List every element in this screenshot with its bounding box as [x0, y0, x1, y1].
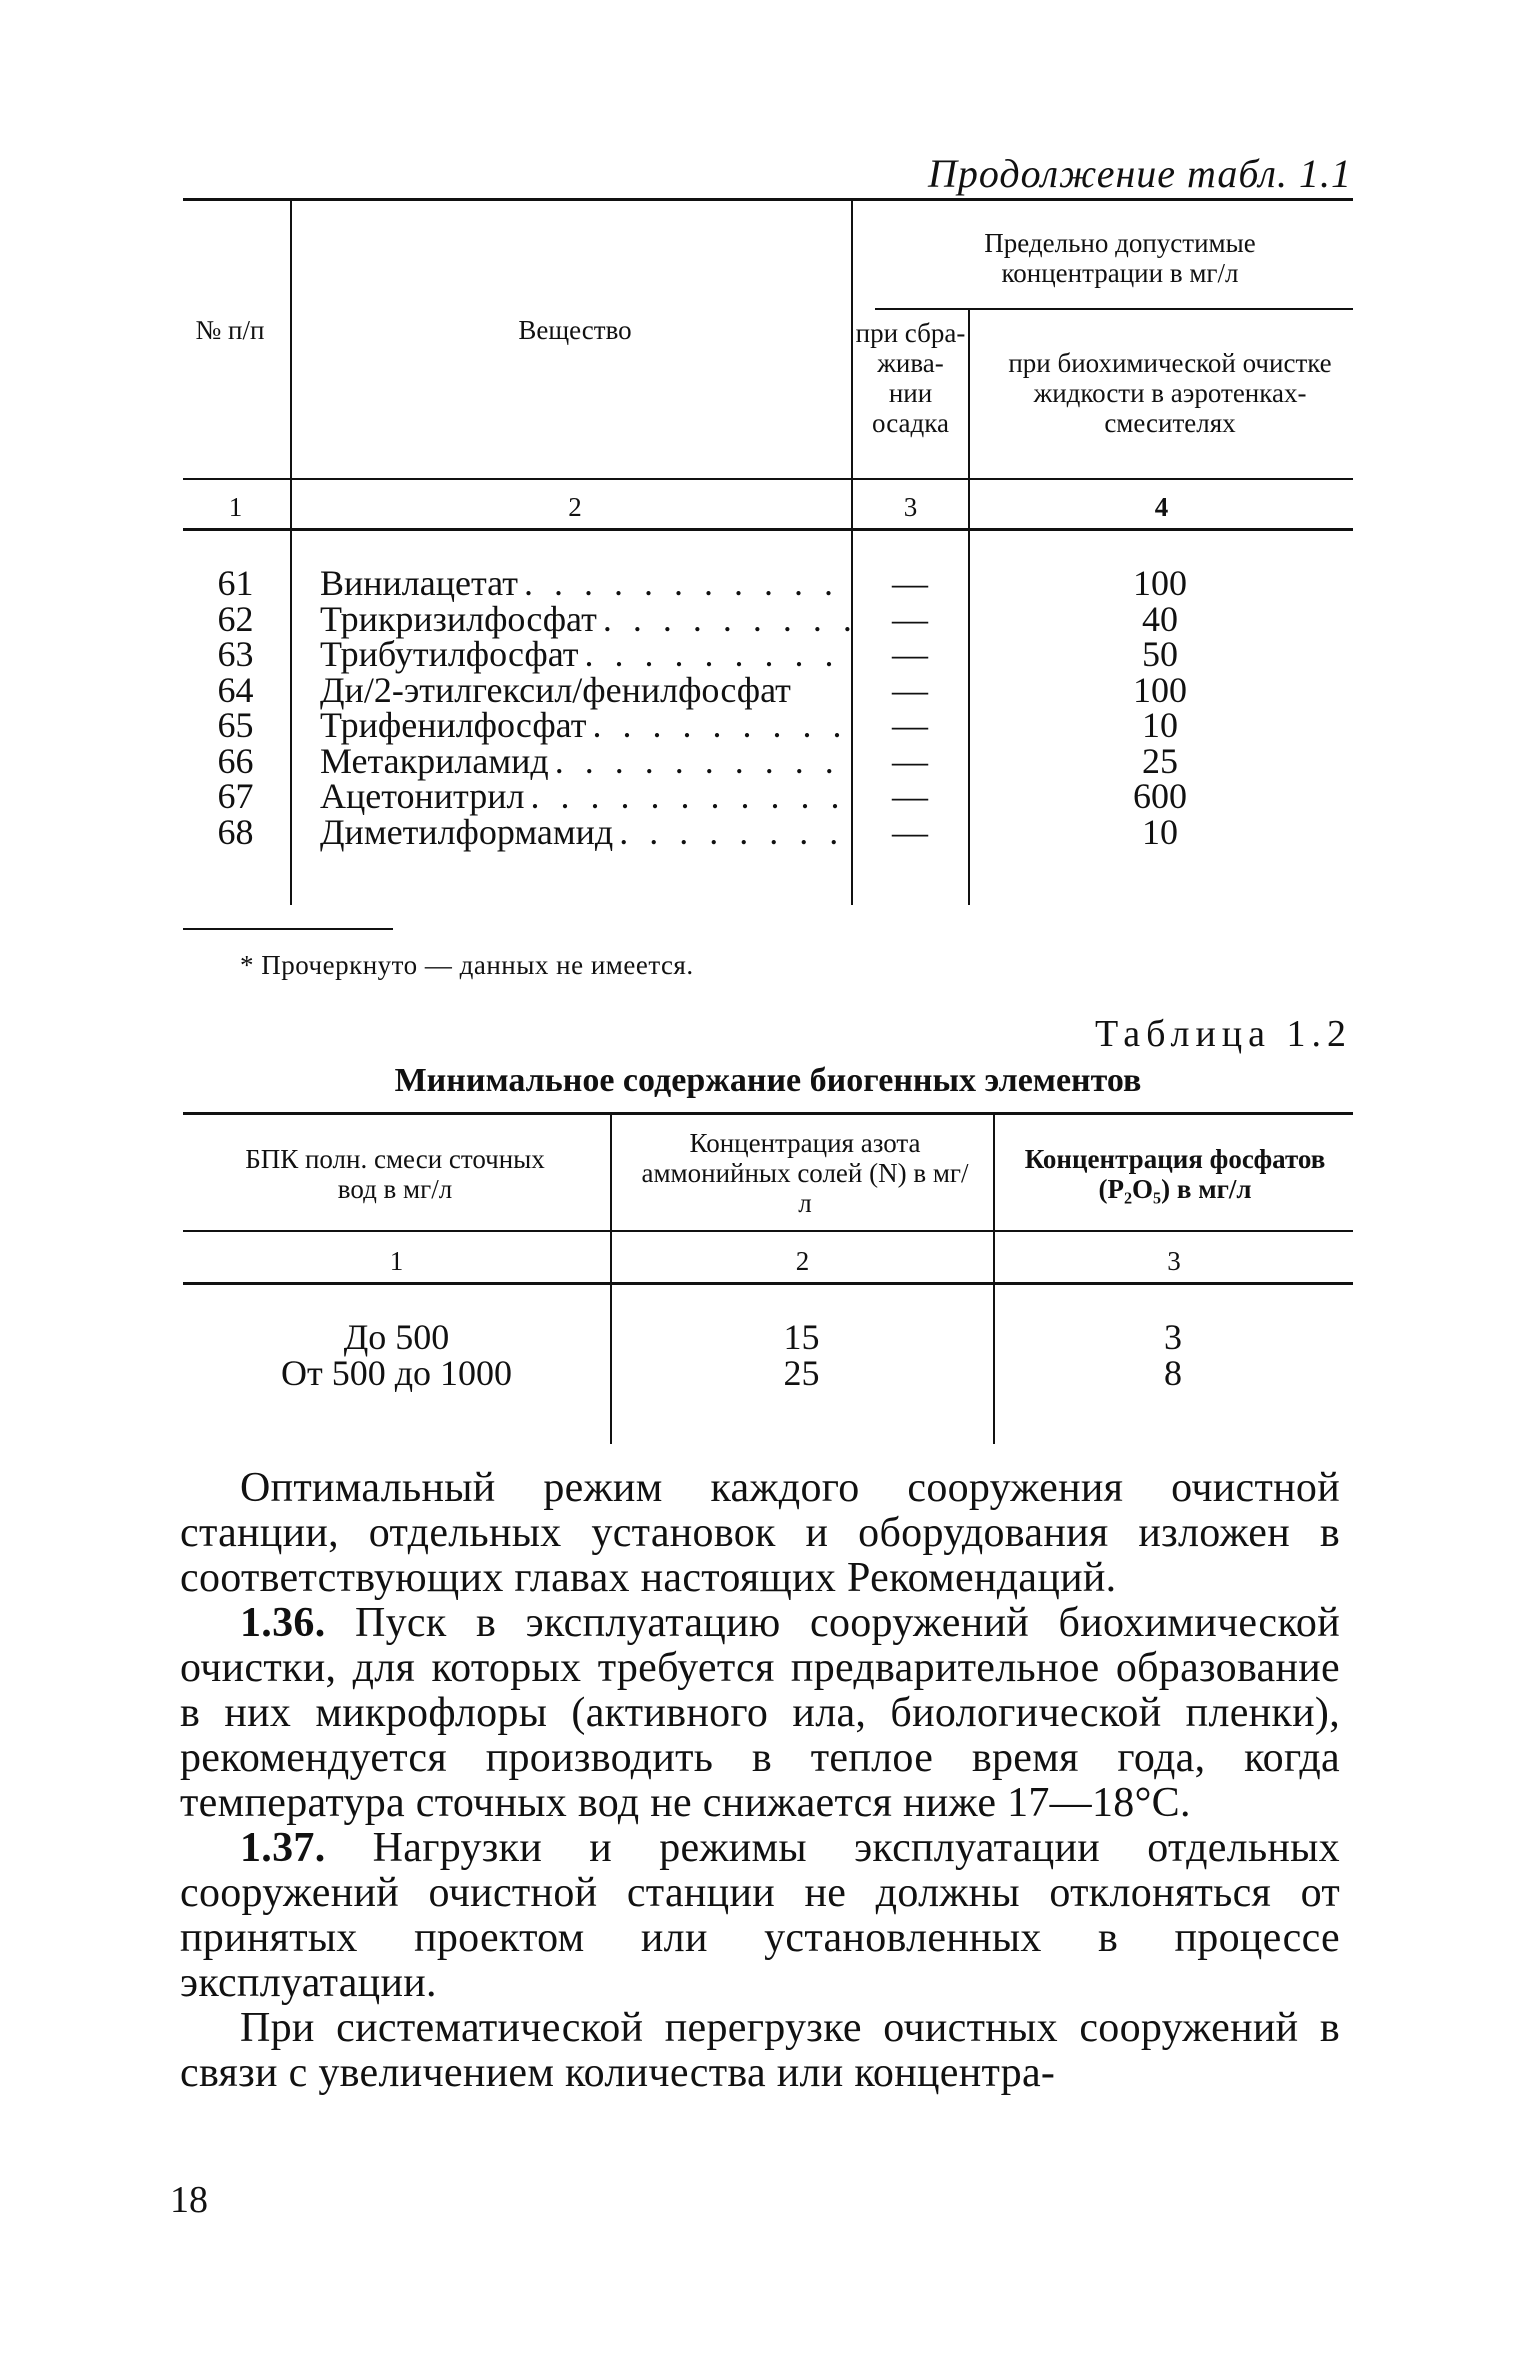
row-substance: Метакриламид . . . [320, 744, 850, 780]
row-num: 64 [217, 669, 254, 710]
col-bio-header: при биохимической очистке жидкости в аэротенках-смесителях [1008, 348, 1332, 438]
table-rule [183, 1230, 1353, 1232]
paragraph: При систематической перегрузке очистных сооружений в связи с увеличением количества или концентра- [180, 2005, 1340, 2096]
row-bpk: До 500 [343, 1317, 450, 1357]
row-substance: Трибутилфосфат . . . [320, 637, 850, 673]
row-bio: 50 [1142, 634, 1178, 674]
col-num-header: № п/п [195, 315, 265, 345]
continuation-caption: Продолжение табл. 1.1 [927, 151, 1352, 196]
table-rule [183, 528, 1353, 531]
row-num: 62 [217, 598, 254, 639]
row-num: 67 [217, 776, 254, 816]
row-num: 66 [217, 740, 254, 781]
col-substance-header: Вещество [518, 315, 632, 345]
paragraph-text: Нагрузки и режимы эксплуатации отдельных сооружений очистной станции не должны отклоняться от принятых проектом или установленных в процессе эксплуатации. [180, 1825, 1340, 2006]
body-text [180, 1466, 1340, 2096]
table-row [183, 705, 1353, 745]
table-rule [183, 478, 1353, 480]
row-digest: — [892, 776, 928, 816]
row-digest: — [892, 598, 928, 639]
table-1-2-body [183, 1317, 1353, 1393]
table-rule [183, 1112, 1353, 1115]
row-bio: 10 [1142, 705, 1178, 745]
table-row [183, 1352, 1353, 1393]
row-substance: Трифенилфосфат . . . [320, 708, 850, 744]
page-number: 18 [170, 2179, 208, 2221]
col-number: 3 [903, 492, 918, 522]
row-substance: Диметилформамид . . . [320, 815, 850, 851]
row-bio: 10 [1142, 811, 1178, 852]
table-row [183, 669, 1353, 710]
row-substance: Трикризилфосфат . . . [320, 602, 850, 638]
row-digest: — [892, 669, 928, 710]
col-digest-header: при сбра- жива- нии осадка [855, 318, 966, 438]
section-number: 1.36. [240, 1600, 326, 1646]
table-row [183, 598, 1353, 639]
col-limits-header: Предельно допустимые концентрации в мг/л [984, 228, 1256, 288]
col-nitrogen-header: Концентрация азота аммонийных солей (N) в мг/л [641, 1128, 969, 1218]
table-row [183, 634, 1353, 674]
row-substance: Винилацетат . . . [320, 566, 850, 602]
table-rule [610, 1114, 612, 1444]
col-number: 2 [795, 1246, 810, 1276]
paragraph: Оптимальный режим каждого сооружения очистной станции, отдельных установок и оборудования изложен в соответствующих главах настоящих Рекомендаций. [180, 1465, 1340, 1601]
row-bio: 40 [1142, 598, 1178, 639]
row-substance: Ди/2-этилгексил/фенилфосфат [320, 669, 791, 710]
row-bio: 100 [1133, 563, 1187, 603]
table-title: Минимальное содержание биогенных элементов [394, 1062, 1142, 1099]
table-row [183, 563, 1353, 603]
footnote-rule [183, 928, 393, 930]
row-digest: — [892, 811, 928, 852]
table-rule [875, 308, 1353, 310]
table-rule [183, 198, 1353, 201]
col-number: 2 [568, 492, 582, 522]
row-digest: — [892, 740, 928, 781]
table-rule [993, 1114, 995, 1444]
row-bio: 600 [1133, 776, 1187, 816]
row-digest: — [892, 705, 928, 745]
col-number: 4 [1154, 492, 1169, 522]
row-digest: — [892, 563, 928, 603]
col-number: 1 [228, 492, 243, 522]
col-number: 1 [389, 1246, 404, 1276]
row-digest: — [892, 634, 928, 674]
row-num: 68 [217, 811, 254, 852]
row-nitrogen: 25 [783, 1352, 820, 1393]
col-bpk-header: БПК полн. смеси сточных вод в мг/л [245, 1144, 545, 1204]
table-label: Таблица 1.2 [1094, 1013, 1352, 1055]
row-bio: 25 [1142, 740, 1178, 781]
paragraph [180, 1826, 1340, 2006]
paragraph-text: Пуск в эксплуатацию сооружений биохимической очистки, для которых требуется предварительное образование в них микрофлоры (активного ила, биологической пленки), рекомендуется производить в теплое время года, когда температура сточных вод не снижается ниже 17—18°С. [180, 1600, 1340, 1826]
table-rule [183, 1282, 1353, 1285]
row-phosphate: 3 [1164, 1317, 1182, 1357]
table-row [183, 740, 1353, 781]
table-row [183, 811, 1353, 852]
col-number: 3 [1167, 1246, 1181, 1276]
table-1-1-body [183, 563, 1353, 852]
paragraph [180, 1601, 1340, 1826]
col-phosphate-header: Концентрация фосфатов (P₂O₅) в мг/л [1024, 1144, 1326, 1204]
footnote: * Прочеркнуто — данных не имеется. [240, 950, 694, 980]
row-num: 61 [217, 563, 254, 603]
row-phosphate: 8 [1164, 1352, 1182, 1393]
row-substance: Ацетонитрил . . . [320, 779, 850, 815]
row-nitrogen: 15 [783, 1317, 820, 1357]
row-bio: 100 [1133, 669, 1187, 710]
row-num: 65 [217, 705, 254, 745]
table-row [183, 776, 1353, 816]
row-num: 63 [217, 634, 254, 674]
table-row [183, 1317, 1353, 1357]
row-bpk: От 500 до 1000 [280, 1352, 513, 1393]
section-number: 1.37. [240, 1825, 326, 1871]
